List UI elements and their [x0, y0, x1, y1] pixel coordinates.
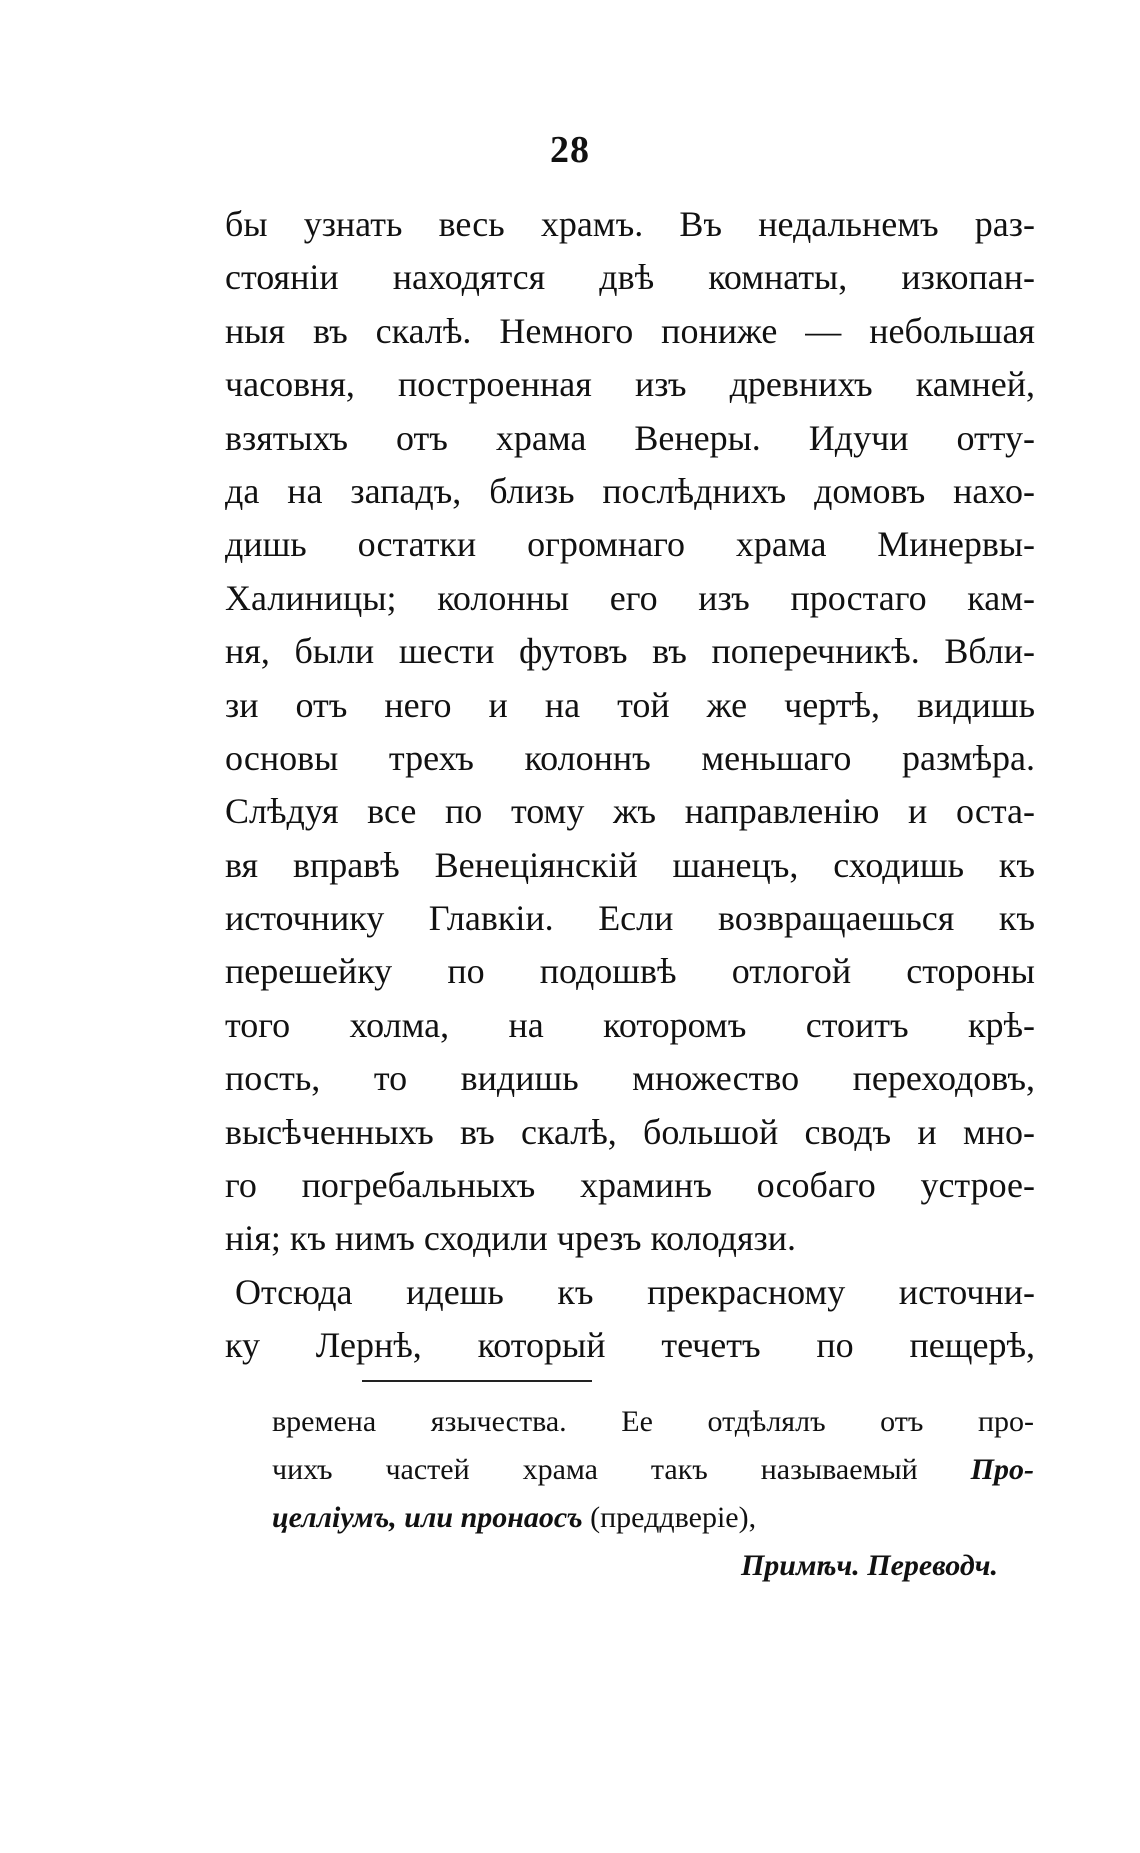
text-line: вя вправѣ Венеціянскій шанецъ, сходишь къ — [225, 844, 1035, 885]
text-line: ня, были шести футовъ въ поперечникѣ. Вбли- — [225, 631, 1035, 672]
footnote-rule — [362, 1380, 592, 1382]
page-number: 28 — [550, 129, 590, 171]
footnote-line — [272, 1446, 1034, 1494]
text-line: основы трехъ колоннъ меньшаго размѣра. — [225, 737, 1035, 778]
footnote-line: времена язычества. Ее отдѣлялъ отъ про- — [272, 1405, 1034, 1438]
main-text — [225, 198, 1035, 1373]
text-line: ку Лернѣ, который течетъ по пещерѣ, — [225, 1325, 1035, 1366]
text-line: го погребальныхъ храминъ особаго устрое- — [225, 1165, 1035, 1206]
footnote-line — [272, 1494, 1034, 1542]
footnote-italic: целліумъ, или пронаосъ — [272, 1501, 583, 1534]
footnote-text: (преддверіе), — [582, 1501, 757, 1534]
text-line: дишь остатки огромнаго храма Минервы- — [225, 524, 1035, 565]
text-line: перешейку по подошвѣ отлогой стороны — [225, 951, 1035, 992]
text-line: Халиницы; колонны его изъ простаго кам- — [225, 577, 1035, 618]
text-line: высѣченныхъ въ скалѣ, большой сводъ и мно- — [225, 1111, 1035, 1152]
text-line: пость, то видишь множество переходовъ, — [225, 1058, 1035, 1099]
text-line: часовня, построенная изъ древнихъ камней, — [225, 364, 1035, 405]
text-line: ныя въ скалѣ. Немного пониже — небольшая — [225, 310, 1035, 351]
text-line: бы узнать весь храмъ. Въ недальнемъ раз- — [225, 204, 1035, 244]
text-line: нія; къ нимъ сходили чрезъ колодязи. — [225, 1218, 796, 1259]
footnote — [272, 1398, 1034, 1590]
footnote-italic: Про- — [970, 1453, 1034, 1486]
text-line: Отсюда идешь къ прекрасному источни- — [235, 1271, 1035, 1312]
text-line: взятыхъ отъ храма Венеры. Идучи отту- — [225, 417, 1035, 458]
text-line: стояніи находятся двѣ комнаты, изкопан- — [225, 257, 1035, 298]
text-line: того холма, на которомъ стоитъ крѣ- — [225, 1004, 1035, 1045]
text-line: зи отъ него и на той же чертѣ, видишь — [225, 684, 1035, 725]
text-line: Слѣдуя все по тому жъ направленію и оста- — [225, 791, 1035, 832]
text-line: да на западъ, близь послѣднихъ домовъ нахо- — [225, 470, 1035, 511]
text-line: источнику Главкіи. Если возвращаешься къ — [225, 898, 1035, 939]
footnote-signature: Примѣч. Переводч. — [740, 1549, 998, 1582]
footnote-text: чихъ частей храма такъ называемый — [272, 1453, 971, 1486]
